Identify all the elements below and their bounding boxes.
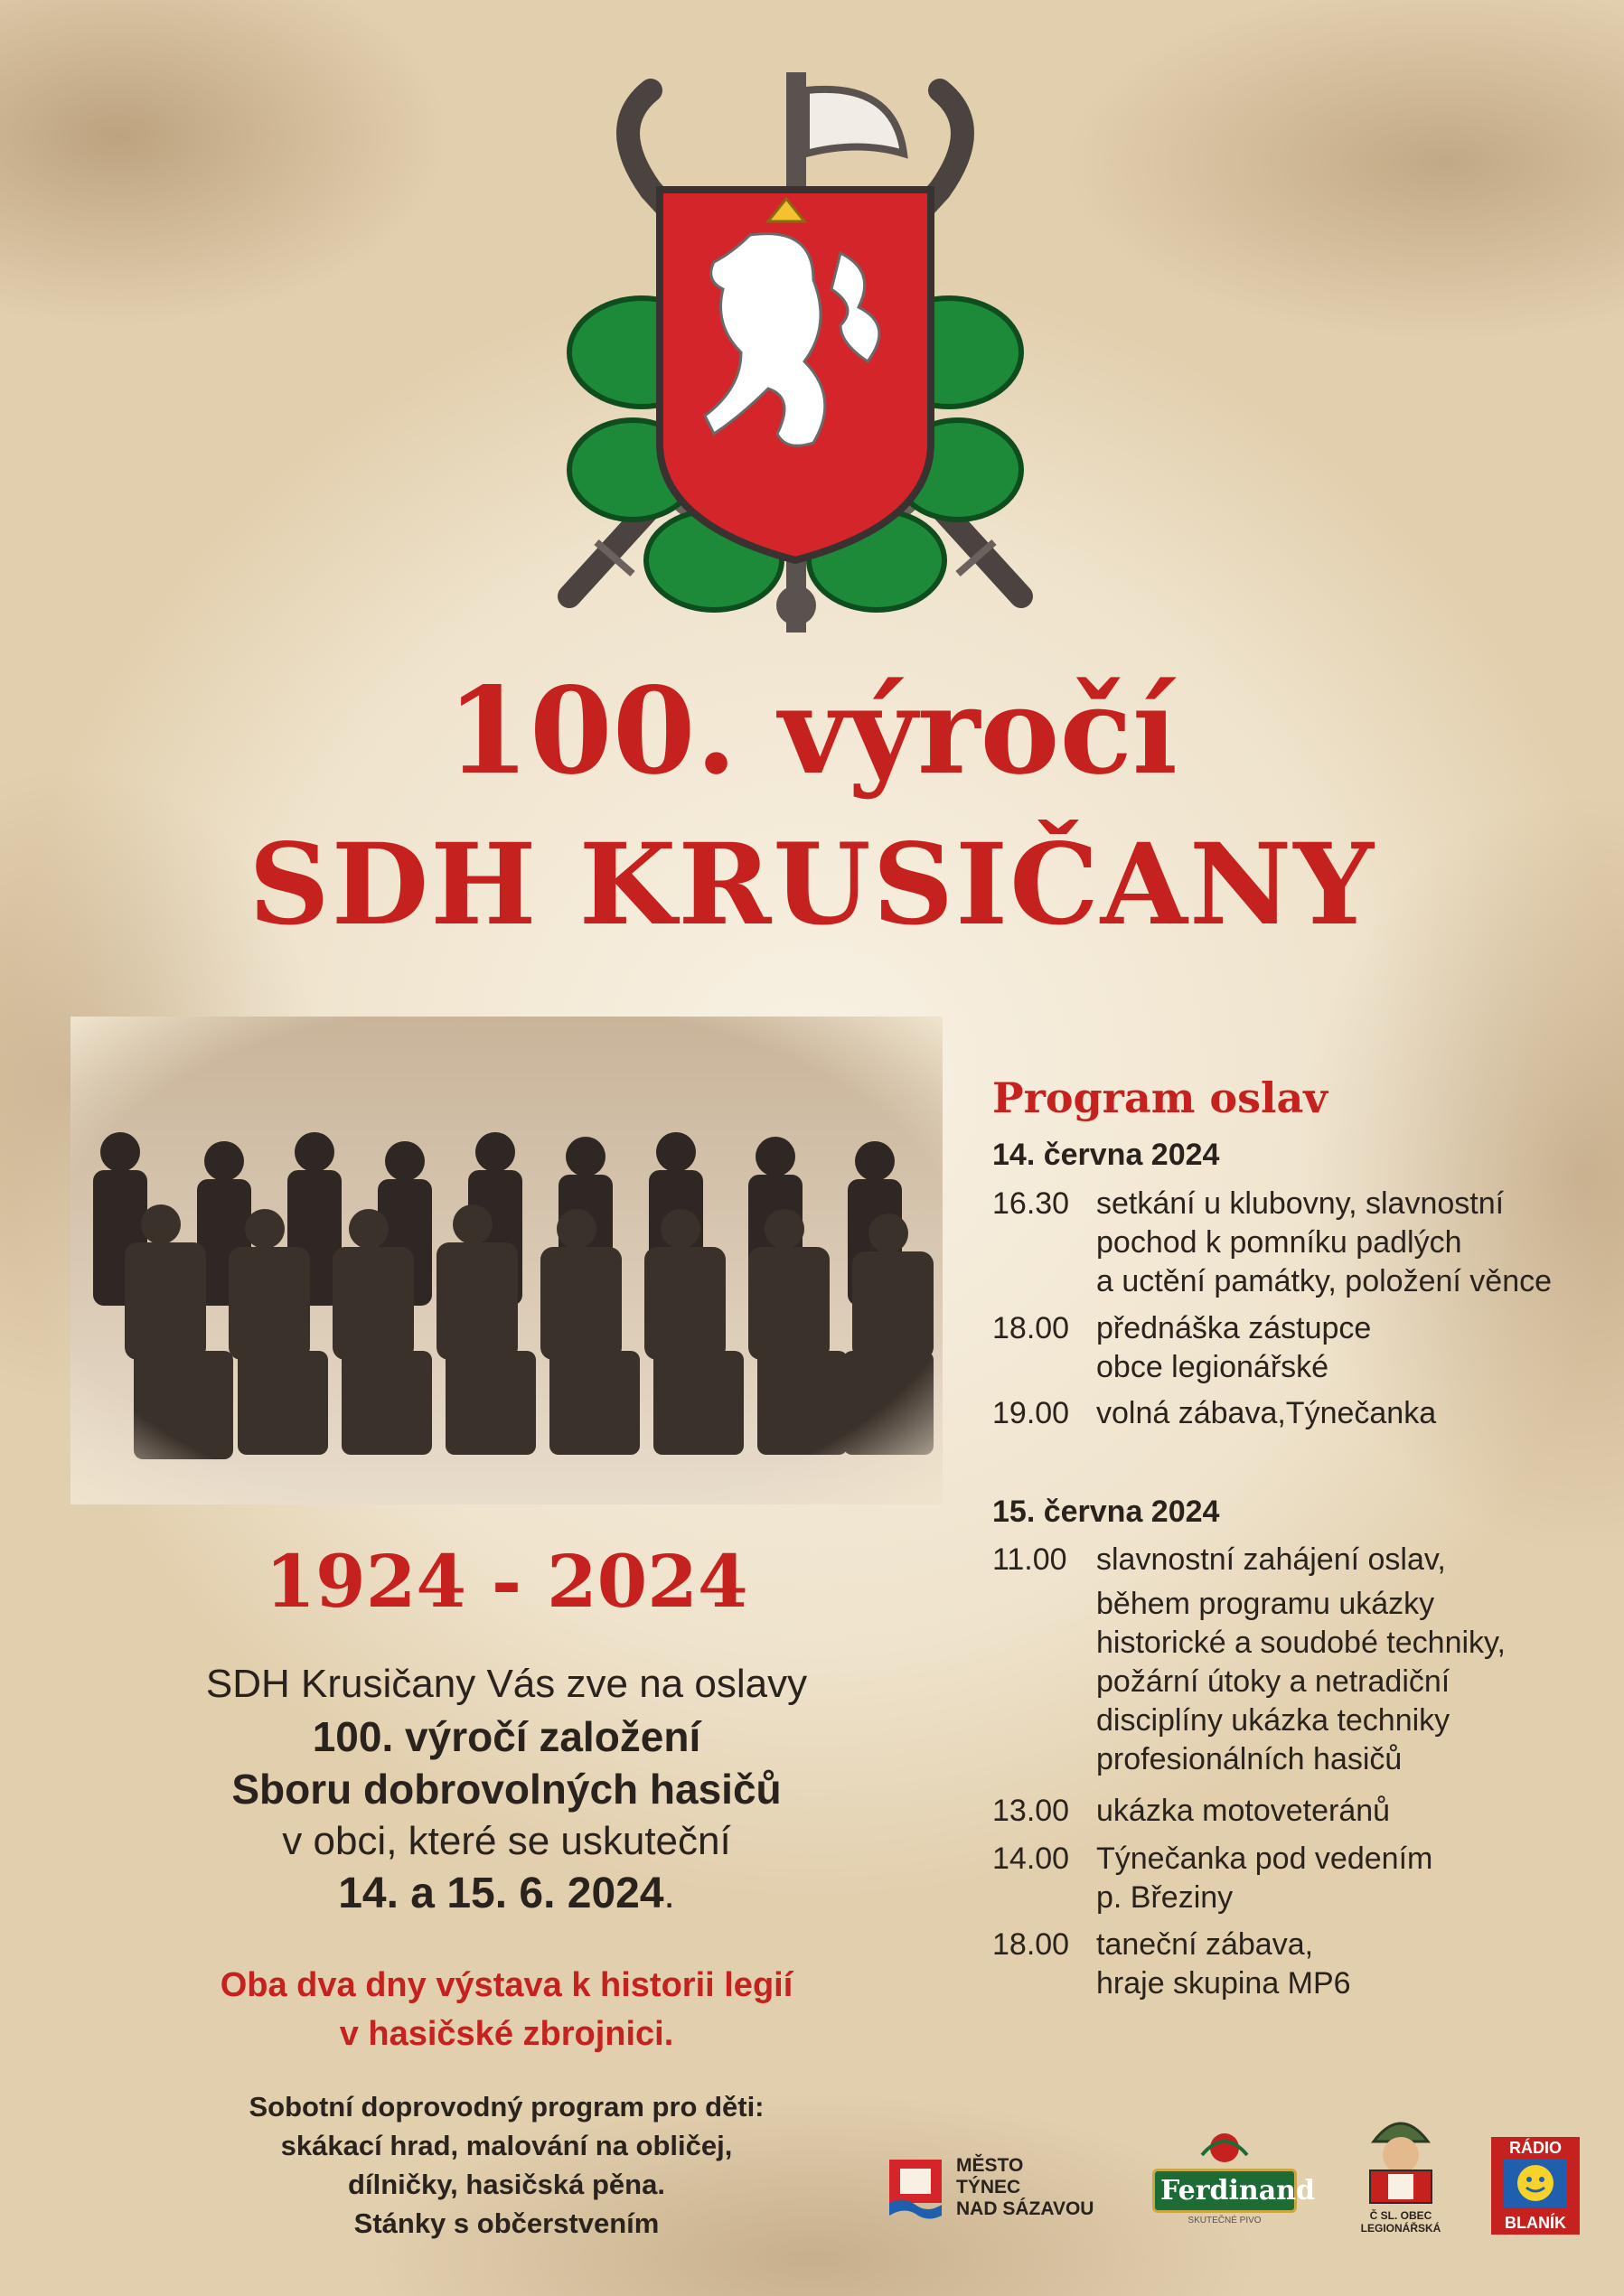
title-line-2: SDH KRUSIČANY bbox=[249, 820, 1375, 951]
logo-ferdinand bbox=[1152, 2128, 1315, 2226]
program-item-time: 13.00 bbox=[992, 1794, 1070, 1828]
logo-legion bbox=[1356, 2105, 1446, 2235]
program-item-desc-line: taneční zábava, bbox=[1096, 1927, 1314, 1962]
program-item-time: 16.30 bbox=[992, 1186, 1070, 1221]
radio-sun-icon bbox=[1504, 2159, 1567, 2207]
invitation-dates-suffix: . bbox=[663, 1872, 675, 1916]
invitation-text bbox=[70, 1658, 943, 1921]
kids-line-1: Sobotní doprovodný program pro děti: bbox=[249, 2091, 765, 2123]
program-item-desc-line: pochod k pomníku padlých bbox=[1096, 1225, 1462, 1260]
program-item-time: 11.00 bbox=[992, 1542, 1067, 1577]
program-title: Program oslav bbox=[992, 1073, 1328, 1122]
fire-brigade-emblem bbox=[515, 54, 1075, 633]
program-item-desc-line: během programu ukázky bbox=[1096, 1587, 1435, 1621]
program-item-desc-line: p. Březiny bbox=[1096, 1880, 1234, 1915]
program-item bbox=[992, 1840, 1616, 1917]
program-item-desc-line: setkání u klubovny, slavnostní bbox=[1096, 1186, 1505, 1221]
program-item-desc-line: Týnečanka pod vedením bbox=[1096, 1841, 1433, 1876]
program-item-desc-line: a uctění památky, položení věnce bbox=[1096, 1264, 1553, 1298]
program-day-2-date: 15. června 2024 bbox=[992, 1495, 1220, 1529]
program-item-desc-line: požární útoky a netradiční bbox=[1096, 1664, 1450, 1699]
legion-line-2: LEGIONÁŘSKÁ bbox=[1360, 2222, 1441, 2235]
historic-group-photo bbox=[70, 1017, 943, 1504]
invitation-dates bbox=[70, 1868, 943, 1921]
invitation-line-1: SDH Krusičany Vás zve na oslavy bbox=[205, 1662, 808, 1706]
program-item-desc-line: volná zábava,Týnečanka bbox=[1096, 1396, 1437, 1430]
mesto-tynec-icon bbox=[886, 2156, 945, 2219]
invitation-line-2: 100. výročí založení bbox=[312, 1713, 701, 1760]
program-item bbox=[992, 1394, 1616, 1433]
legion-line-1: Č SL. OBEC bbox=[1369, 2209, 1432, 2222]
program-item-time: 14.00 bbox=[992, 1841, 1070, 1876]
program-item bbox=[992, 1185, 1616, 1301]
program-item-desc-line: historické a soudobé techniky, bbox=[1096, 1626, 1506, 1660]
kids-program bbox=[70, 2087, 943, 2243]
invitation-line-3: Sboru dobrovolných hasičů bbox=[231, 1766, 782, 1813]
exhibition-line-1: Oba dva dny výstava k historii legií bbox=[220, 1966, 793, 2004]
program-item-time: 19.00 bbox=[992, 1396, 1070, 1430]
program-item-desc bbox=[1096, 1792, 1616, 1831]
program-item bbox=[992, 1309, 1616, 1387]
mesto-line-1: MĚSTO bbox=[956, 2155, 1024, 2176]
ferdinand-name: Ferdinand bbox=[1152, 2169, 1297, 2213]
logo-radio-blanik bbox=[1491, 2137, 1580, 2235]
program-item-desc bbox=[1096, 1394, 1616, 1433]
program-item-desc-line: ukázka motoveteránů bbox=[1096, 1794, 1391, 1828]
program-item-desc-line: profesionálních hasičů bbox=[1096, 1742, 1403, 1776]
ferdinand-tag: SKUTEČNÉ PIVO bbox=[1187, 2216, 1262, 2226]
program-item bbox=[992, 1926, 1616, 2003]
program-item-desc-line: slavnostní zahájení oslav, bbox=[1096, 1542, 1446, 1577]
kids-line-3: dílničky, hasičská pěna. bbox=[348, 2169, 665, 2200]
program-item-desc-line: přednáška zástupce bbox=[1096, 1311, 1372, 1345]
program-item-desc-line: hraje skupina MP6 bbox=[1096, 1966, 1351, 2001]
program-item-desc bbox=[1096, 1926, 1616, 2003]
exhibition-note bbox=[70, 1961, 943, 2058]
anniversary-years: 1924 - 2024 bbox=[265, 1539, 748, 1624]
program-item-desc-line: disciplíny ukázka techniky bbox=[1096, 1703, 1450, 1738]
exhibition-line-2: v hasičské zbrojnici. bbox=[339, 2015, 674, 2053]
mesto-line-2: TÝNEC bbox=[956, 2177, 1021, 2198]
program-day-1-date: 14. června 2024 bbox=[992, 1138, 1220, 1172]
title-line-1: 100. výročí bbox=[446, 661, 1178, 801]
logo-mesto-tynec bbox=[886, 2155, 1094, 2220]
program-item bbox=[992, 1792, 1616, 1831]
invitation-line-4: v obci, které se uskuteční bbox=[282, 1819, 731, 1863]
program-item-desc bbox=[1096, 1541, 1616, 1779]
program-item-desc bbox=[1096, 1840, 1616, 1917]
kids-line-2: skákací hrad, malování na obličej, bbox=[280, 2130, 733, 2161]
invitation-dates-value: 14. a 15. 6. 2024 bbox=[338, 1870, 664, 1917]
program-item-desc bbox=[1096, 1185, 1616, 1301]
program-item-desc bbox=[1096, 1309, 1616, 1387]
program-item-time: 18.00 bbox=[992, 1927, 1070, 1962]
kids-line-4: Stánky s občerstvením bbox=[353, 2207, 660, 2239]
ferdinand-crest-icon bbox=[1193, 2128, 1256, 2164]
mesto-line-3: NAD SÁZAVOU bbox=[956, 2198, 1094, 2219]
program-item-time: 18.00 bbox=[992, 1311, 1070, 1345]
legionnaire-portrait-icon bbox=[1357, 2105, 1444, 2205]
program-item bbox=[992, 1541, 1616, 1779]
program-item-desc-line: obce legionářské bbox=[1096, 1350, 1329, 1384]
radio-line-1: RÁDIO bbox=[1509, 2139, 1562, 2157]
radio-line-2: BLANÍK bbox=[1505, 2214, 1566, 2232]
